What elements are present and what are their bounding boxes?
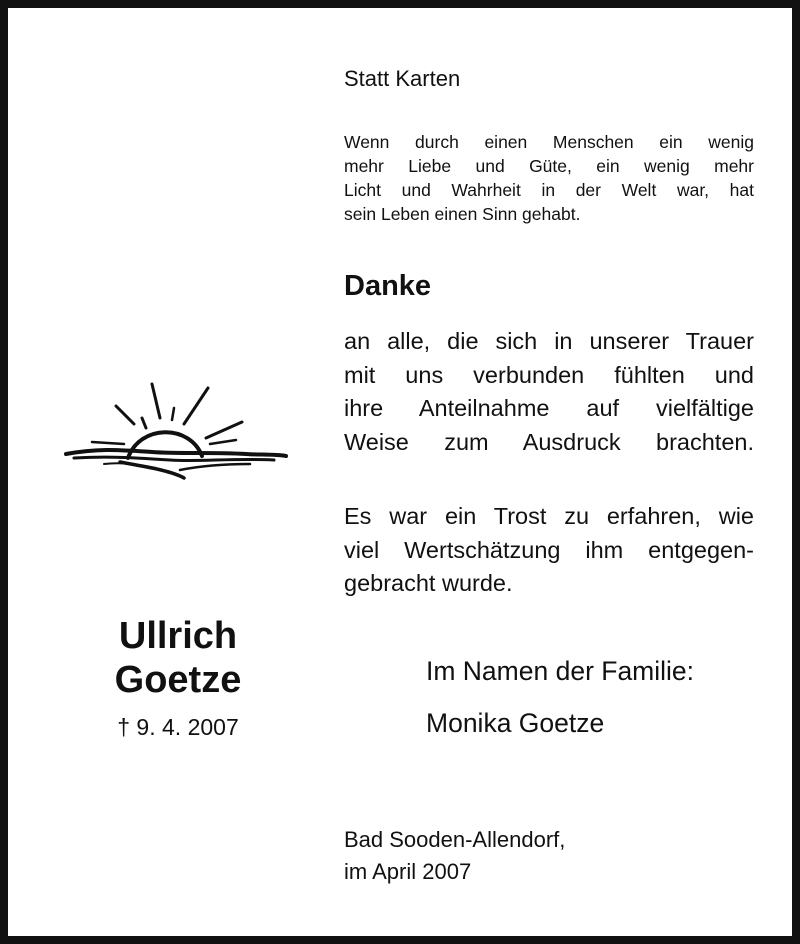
place-month: im April 2007	[344, 859, 472, 884]
thanks-line: an alle, die sich in unserer Trauer	[344, 328, 754, 354]
place-date	[344, 824, 565, 888]
thanks-line: ihre Anteilnahme auf vielfältige	[344, 395, 754, 421]
thanks-heading: Danke	[344, 270, 432, 302]
family-label: Im Namen der Familie:	[426, 656, 695, 686]
death-date: † 9. 4. 2007	[117, 714, 239, 740]
comfort-line: Es war ein Trost zu erfahren, wie	[344, 503, 754, 529]
header-label: Statt Karten	[344, 66, 461, 91]
thanks-line: mit uns verbunden fühlten und	[344, 361, 754, 388]
quote-line: Wenn durch einen Menschen ein wenig	[344, 132, 754, 152]
quote-paragraph	[344, 130, 754, 226]
quote-line: sein Leben einen Sinn gehabt.	[344, 204, 581, 224]
place-city: Bad Sooden-Allendorf,	[344, 827, 566, 852]
thanks-line: Weise zum Ausdruck brachten.	[344, 428, 754, 455]
signatory-name: Monika Goetze	[426, 708, 605, 738]
thanks-paragraph	[344, 325, 754, 459]
deceased-first-name: Ullrich	[118, 615, 238, 657]
quote-line: Licht und Wahrheit in der Welt war, hat	[344, 180, 754, 200]
comfort-line: gebracht wurde.	[344, 570, 513, 596]
quote-line: mehr Liebe und Güte, ein wenig mehr	[344, 156, 754, 176]
deceased-last-name: Goetze	[114, 659, 242, 701]
comfort-paragraph	[344, 500, 754, 601]
comfort-line: viel Wertschätzung ihm entgegen-	[344, 536, 754, 563]
sunset-icon	[60, 378, 292, 488]
